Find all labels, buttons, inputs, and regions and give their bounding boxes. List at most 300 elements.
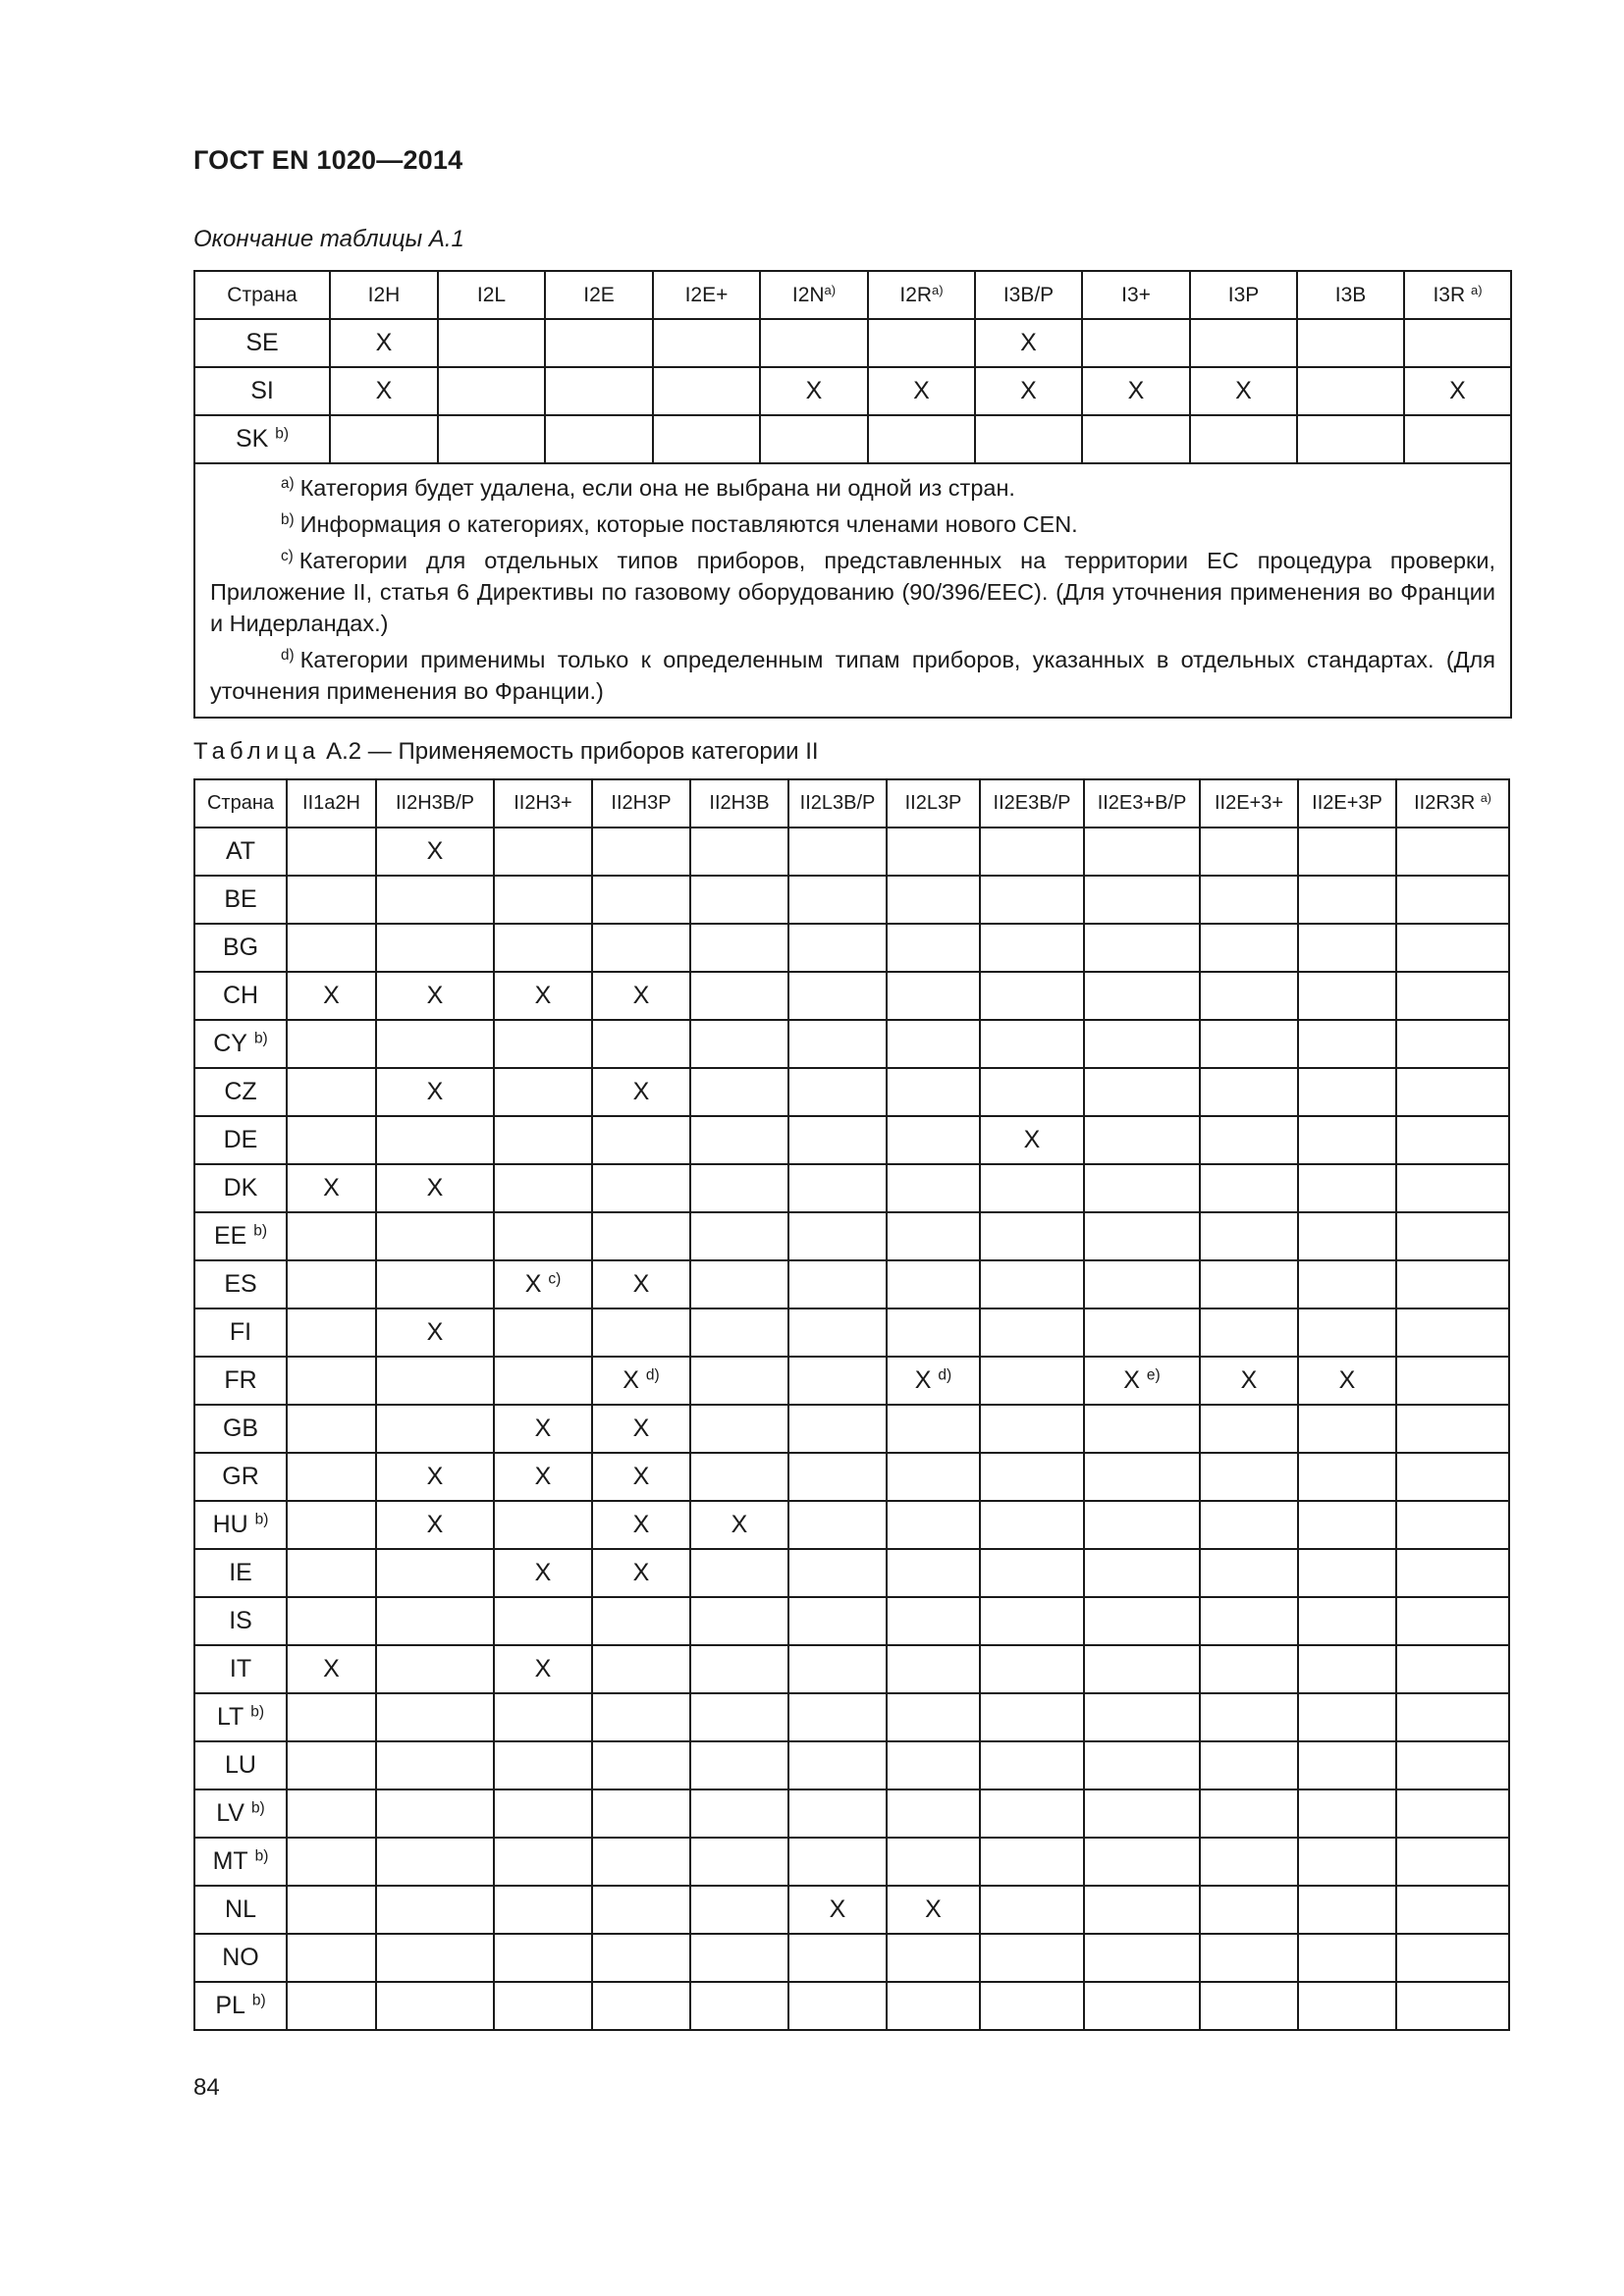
table-cell: [887, 1260, 980, 1308]
table-cell: [592, 1116, 690, 1164]
table-cell: [376, 1982, 494, 2030]
table-cell: [330, 367, 438, 415]
table-cell: [1396, 972, 1509, 1020]
column-header-label: II2H3P: [611, 792, 672, 814]
table-row: [194, 1838, 1509, 1886]
country-cell: [194, 1405, 287, 1453]
table-cell: [690, 1982, 788, 2030]
table-cell: [1396, 1357, 1509, 1405]
table-row: [194, 1357, 1509, 1405]
table-cell: [1200, 1789, 1298, 1838]
table-cell: [1298, 1405, 1396, 1453]
country-cell: [194, 924, 287, 972]
table-cell: [287, 1116, 376, 1164]
table-cell: [690, 1886, 788, 1934]
table-cell: [1298, 1982, 1396, 2030]
cell-mark: X: [632, 1270, 650, 1298]
table-cell: [1396, 1405, 1509, 1453]
table-cell: [1396, 1501, 1509, 1549]
cell-mark: X: [1240, 1366, 1258, 1394]
table-cell: [494, 1982, 592, 2030]
table-caption-label: Таблица: [193, 738, 321, 765]
table-cell: [690, 1212, 788, 1260]
footnote-marker: a): [1470, 282, 1483, 297]
table-cell: [376, 1645, 494, 1693]
footnote: [210, 644, 1495, 707]
table-cell: [1404, 367, 1511, 415]
table-row: [194, 1116, 1509, 1164]
table-cell: [1200, 828, 1298, 876]
cell-mark: X: [375, 329, 393, 356]
column-header-label: II2L3B/P: [799, 792, 876, 814]
cell-mark: X: [426, 982, 444, 1009]
table-cell: [1298, 1260, 1396, 1308]
table-cell: [690, 1645, 788, 1693]
table-cell: [788, 1020, 887, 1068]
table-cell: [494, 972, 592, 1020]
table-cell: [376, 1693, 494, 1741]
column-header-label: II2E+3+: [1214, 792, 1284, 814]
column-header: [1200, 779, 1298, 828]
table-cell: [788, 972, 887, 1020]
table-cell: [592, 1645, 690, 1693]
table-cell: [1298, 1549, 1396, 1597]
table-cell: [1200, 1260, 1298, 1308]
table-cell: [690, 1357, 788, 1405]
table-cell: [287, 1597, 376, 1645]
table-cell: [887, 1357, 980, 1405]
table-cell: [788, 1645, 887, 1693]
table-cell: [653, 367, 760, 415]
country-cell: [194, 828, 287, 876]
country-code: GR: [222, 1463, 259, 1490]
table-cell: [494, 1693, 592, 1741]
country-code: EE: [213, 1222, 247, 1250]
footnote-text: Категории применимы только к определенным типам приборов, указанных в отдельных стандартах. (Для уточнения применения во Франции.): [210, 647, 1495, 704]
table-cell: [494, 1645, 592, 1693]
country-code: LU: [225, 1751, 256, 1779]
table-cell: [287, 1789, 376, 1838]
table-a2-caption: [193, 738, 819, 766]
table-cell: [887, 876, 980, 924]
table-cell: [592, 1453, 690, 1501]
country-code: SI: [250, 377, 274, 404]
table-cell: [1396, 1164, 1509, 1212]
table-cell: [1200, 924, 1298, 972]
table-cell: [1298, 1886, 1396, 1934]
country-code: AT: [225, 837, 256, 865]
table-cell: [887, 1645, 980, 1693]
table-cell: [287, 1260, 376, 1308]
table-cell: [980, 1116, 1084, 1164]
footnote-text: Категории для отдельных типов приборов, представленных на территории ЕС процедура проверки, Приложение II, статья 6 Директивы по газовому оборудованию (90/396/ЕЕС). (Для уточнения применения во Франции и Нидерландах.): [210, 548, 1495, 636]
table-cell: [494, 1741, 592, 1789]
table-cell: [1396, 1260, 1509, 1308]
table-cell: [1396, 1741, 1509, 1789]
table-cell: [1396, 1549, 1509, 1597]
table-cell: [592, 1357, 690, 1405]
table-cell: [980, 876, 1084, 924]
table-cell: [887, 924, 980, 972]
table-cell: [788, 828, 887, 876]
table-cell: [1200, 1549, 1298, 1597]
column-header-label: I3P: [1227, 283, 1260, 306]
cell-mark: X: [632, 1415, 650, 1442]
country-code: CZ: [224, 1078, 257, 1105]
cell-mark: X: [534, 1415, 552, 1442]
cell-mark: X: [323, 1655, 340, 1682]
table-cell: [980, 1693, 1084, 1741]
country-code: FR: [224, 1366, 257, 1394]
country-code: FI: [229, 1318, 252, 1346]
table-cell: [1200, 1982, 1298, 2030]
table-cell: [1200, 1645, 1298, 1693]
table-row: [194, 1789, 1509, 1838]
column-header: [330, 271, 438, 319]
table-row: [194, 924, 1509, 972]
table-cell: [1298, 1693, 1396, 1741]
country-cell: [194, 1789, 287, 1838]
table-cell: [592, 1020, 690, 1068]
table-cell: [287, 1501, 376, 1549]
table-cell: [1396, 828, 1509, 876]
footnote-marker: b): [250, 1703, 265, 1721]
table-cell: [690, 1260, 788, 1308]
table-cell: [690, 1549, 788, 1597]
cell-mark: X: [534, 1463, 552, 1490]
table-cell: [690, 1405, 788, 1453]
table-row: [194, 1549, 1509, 1597]
table-row: [194, 828, 1509, 876]
column-header: [760, 271, 868, 319]
country-code: IS: [229, 1607, 252, 1634]
table-cell: [287, 876, 376, 924]
table-cell: [592, 876, 690, 924]
table-cell: [494, 828, 592, 876]
table-cell: [690, 1068, 788, 1116]
column-header-label: I3B/P: [1002, 283, 1055, 306]
table-cell: [287, 1693, 376, 1741]
cell-mark: X: [1235, 377, 1252, 404]
country-code: NL: [225, 1896, 256, 1923]
table-cell: [1200, 1116, 1298, 1164]
table-cell: [1396, 1789, 1509, 1838]
table-cell: [887, 972, 980, 1020]
column-header-label: I3B: [1334, 283, 1367, 306]
country-cell: [194, 1597, 287, 1645]
table-cell: [1396, 1838, 1509, 1886]
table-cell: [980, 924, 1084, 972]
table-cell: [868, 415, 975, 463]
table-cell: [690, 924, 788, 972]
table-cell: [1396, 1212, 1509, 1260]
table-cell: [592, 1308, 690, 1357]
table-cell: [690, 1789, 788, 1838]
table-row: [194, 1982, 1509, 2030]
country-cell: [194, 1934, 287, 1982]
cell-mark: X: [1020, 329, 1037, 356]
country-code: DE: [223, 1126, 258, 1153]
column-header-label: II2R3R: [1414, 792, 1476, 814]
table-cell: [1200, 1164, 1298, 1212]
table-cell: [980, 1212, 1084, 1260]
table-cell: [1298, 876, 1396, 924]
cell-mark: X: [913, 377, 930, 404]
table-cell: [887, 1068, 980, 1116]
country-cell: [194, 1357, 287, 1405]
table-cell: [376, 1260, 494, 1308]
table-row: [194, 415, 1511, 463]
table-cell: [887, 1934, 980, 1982]
column-header: [438, 271, 545, 319]
table-cell: [494, 876, 592, 924]
table-cell: [376, 972, 494, 1020]
table-row: [194, 1597, 1509, 1645]
table-cell: [980, 1597, 1084, 1645]
country-cell: [194, 1164, 287, 1212]
table-cell: [1404, 415, 1511, 463]
column-header: [376, 779, 494, 828]
table-cell: [1298, 1020, 1396, 1068]
table-cell: [788, 1501, 887, 1549]
table-cell: [287, 1405, 376, 1453]
column-header: [887, 779, 980, 828]
column-header-country: [194, 271, 330, 319]
table-cell: [980, 1741, 1084, 1789]
table-cell: [592, 1597, 690, 1645]
table-cell: [494, 1164, 592, 1212]
table-cell: [980, 1934, 1084, 1982]
table-cell: [1298, 828, 1396, 876]
table-cell: [887, 1501, 980, 1549]
footnote-marker: e): [1146, 1366, 1161, 1384]
table-row: [194, 1308, 1509, 1357]
table-cell: [1084, 1645, 1200, 1693]
country-code: ES: [224, 1270, 257, 1298]
table-cell: [690, 1116, 788, 1164]
table-cell: [376, 828, 494, 876]
table-cell: [592, 1501, 690, 1549]
cell-mark: X: [426, 1078, 444, 1105]
cell-mark: X: [805, 377, 823, 404]
table-cell: [980, 1453, 1084, 1501]
table-cell: [980, 1020, 1084, 1068]
table-cell: [1084, 1934, 1200, 1982]
cell-mark: X: [731, 1511, 748, 1538]
cell-mark: X: [632, 1463, 650, 1490]
table-cell: [1084, 1212, 1200, 1260]
footnote: [210, 545, 1495, 639]
column-header: [690, 779, 788, 828]
table-cell: [887, 828, 980, 876]
table-cell: [980, 1549, 1084, 1597]
cell-mark: X: [1449, 377, 1466, 404]
table-cell: [1082, 415, 1190, 463]
footnote-marker: a): [824, 282, 837, 297]
country-code: BG: [222, 934, 259, 961]
table-cell: [376, 876, 494, 924]
table-cell: [330, 415, 438, 463]
table-cell: [287, 924, 376, 972]
table-a1-continuation: [193, 270, 1512, 719]
column-header-label: II2H3B/P: [395, 792, 475, 814]
country-code: GB: [222, 1415, 259, 1442]
footnote: [210, 472, 1495, 504]
table-cell: [1084, 924, 1200, 972]
table-cell: [690, 1838, 788, 1886]
table-row: [194, 1886, 1509, 1934]
footnote-text: Категория будет удалена, если она не выбрана ни одной из стран.: [299, 475, 1015, 501]
table-row: [194, 1260, 1509, 1308]
table-cell: [1404, 319, 1511, 367]
footnote-marker: b): [253, 1222, 268, 1240]
cell-mark: X: [925, 1896, 942, 1923]
table-cell: [1200, 876, 1298, 924]
table-cell: [975, 367, 1082, 415]
table-cell: [376, 1405, 494, 1453]
table-cell: [788, 1357, 887, 1405]
table-cell: [788, 1116, 887, 1164]
cell-mark: X: [524, 1270, 542, 1298]
table-cell: [1298, 1308, 1396, 1357]
page-number: 84: [193, 2074, 220, 2101]
table-cell: [592, 828, 690, 876]
table-row: [194, 972, 1509, 1020]
country-code: IE: [229, 1559, 252, 1586]
table-cell: [592, 1838, 690, 1886]
table-cell: [1084, 1886, 1200, 1934]
table-a2: [193, 778, 1510, 2031]
table-cell: [980, 1886, 1084, 1934]
table-row: [194, 1020, 1509, 1068]
table-cell: [980, 1838, 1084, 1886]
table-cell: [1084, 1020, 1200, 1068]
table-row: [194, 1501, 1509, 1549]
table-cell: [788, 1597, 887, 1645]
table-cell: [287, 1453, 376, 1501]
column-header: [653, 271, 760, 319]
table-row: [194, 1645, 1509, 1693]
table-cell: [1200, 972, 1298, 1020]
table-cell: [980, 1068, 1084, 1116]
table-cell: [1298, 924, 1396, 972]
footnote-marker: d): [938, 1366, 952, 1384]
footnote-marker: a): [932, 282, 944, 297]
table-cell: [494, 1886, 592, 1934]
table-cell: [287, 1838, 376, 1886]
table-cell: [592, 1260, 690, 1308]
footnote-marker: b): [250, 1799, 265, 1817]
table-cell: [980, 1501, 1084, 1549]
table-cell: [494, 1597, 592, 1645]
table-cell: [1298, 1597, 1396, 1645]
column-header: [788, 779, 887, 828]
table-cell: [287, 828, 376, 876]
table-cell: [494, 1405, 592, 1453]
table-cell: [788, 1934, 887, 1982]
footnote-marker: d): [281, 646, 295, 664]
cell-mark: X: [1338, 1366, 1356, 1394]
table-cell: [376, 1501, 494, 1549]
table-cell: [788, 1886, 887, 1934]
cell-mark: X: [426, 1463, 444, 1490]
table-cell: [376, 1020, 494, 1068]
table-cell: [376, 1164, 494, 1212]
table-cell: [1084, 1549, 1200, 1597]
cell-mark: X: [632, 1511, 650, 1538]
table-cell: [330, 319, 438, 367]
table-cell: [1200, 1934, 1298, 1982]
table-cell: [494, 1308, 592, 1357]
table-cell: [592, 1741, 690, 1789]
table-cell: [494, 1453, 592, 1501]
column-header: [287, 779, 376, 828]
table-cell: [287, 1164, 376, 1212]
table-cell: [690, 1934, 788, 1982]
country-cell: [194, 1886, 287, 1934]
column-header: [1396, 779, 1509, 828]
table-cell: [592, 1549, 690, 1597]
table-cell: [653, 415, 760, 463]
table-cell: [788, 1308, 887, 1357]
table-cell: [1298, 1789, 1396, 1838]
table-cell: [690, 1164, 788, 1212]
table-cell: [1084, 1982, 1200, 2030]
column-header-label: I2H: [367, 283, 401, 306]
table-cell: [980, 1357, 1084, 1405]
table-cell: [760, 319, 868, 367]
table-cell: [376, 1741, 494, 1789]
table-row: [194, 1164, 1509, 1212]
table-cell: [494, 1260, 592, 1308]
table-cell: [1084, 1741, 1200, 1789]
table-cell: [980, 1982, 1084, 2030]
table-cell: [494, 1838, 592, 1886]
cell-mark: X: [1020, 377, 1037, 404]
table-cell: [494, 1357, 592, 1405]
table-cell: [887, 1212, 980, 1260]
column-header-label: I3+: [1121, 283, 1151, 306]
table-cell: [788, 924, 887, 972]
table-cell: [1298, 972, 1396, 1020]
table-cell: [287, 1645, 376, 1693]
country-code: DK: [223, 1174, 258, 1201]
table-cell: [1082, 367, 1190, 415]
table-cell: [868, 319, 975, 367]
table-cell: [887, 1164, 980, 1212]
cell-mark: X: [1023, 1126, 1041, 1153]
column-header-label: I3R: [1433, 283, 1466, 306]
table-cell: [887, 1405, 980, 1453]
table-cell: [1396, 1020, 1509, 1068]
country-cell: [194, 1308, 287, 1357]
table-cell: [1396, 1116, 1509, 1164]
table-cell: [1396, 1886, 1509, 1934]
table-cell: [1084, 876, 1200, 924]
table-header-row: [194, 271, 1511, 319]
table-cell: [1084, 1260, 1200, 1308]
column-header-label: II1a2H: [302, 792, 360, 814]
table-cell: [1396, 1068, 1509, 1116]
table-cell: [376, 1597, 494, 1645]
column-header: [1190, 271, 1297, 319]
column-header-label: Страна: [227, 283, 298, 306]
table-row: [194, 319, 1511, 367]
table-cell: [1396, 1597, 1509, 1645]
table-cell: [980, 972, 1084, 1020]
table-cell: [980, 1789, 1084, 1838]
table-cell: [592, 1886, 690, 1934]
